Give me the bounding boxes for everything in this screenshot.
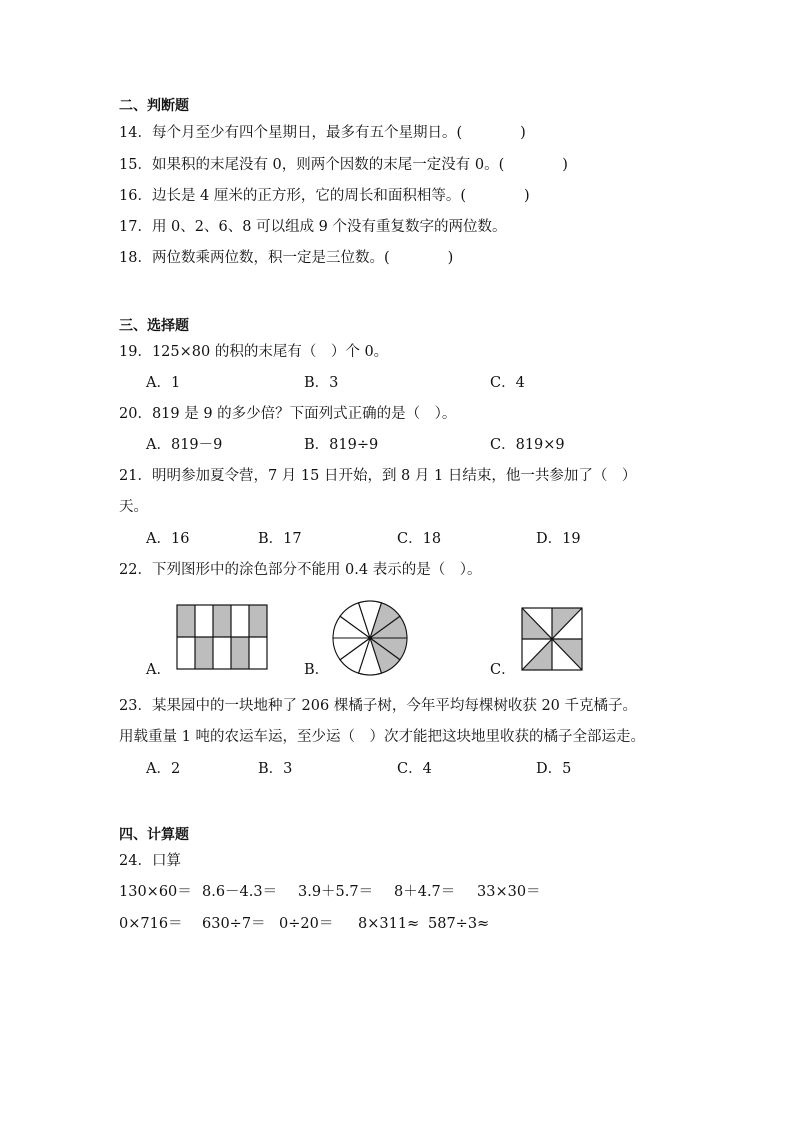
calc-3: 3.9＋5.7＝ xyxy=(298,884,374,900)
q19-option-c: C．4 xyxy=(490,375,525,391)
section-4-title: 四、计算题 xyxy=(119,827,189,843)
section-2-title: 二、判断题 xyxy=(119,98,189,114)
grid-cell-shaded xyxy=(195,637,213,669)
calc-1: 130×60＝ xyxy=(119,884,192,900)
q22-option-b: B． xyxy=(304,662,330,678)
grid-cell-shaded xyxy=(177,605,195,637)
figure-b-circle xyxy=(330,598,410,678)
question-21: 21．明明参加夏令营，7 月 15 日开始，到 8 月 1 日结束，他一共参加了（ ） xyxy=(119,468,637,484)
calc-2: 8.6－4.3＝ xyxy=(202,884,278,900)
q19-option-b: B．3 xyxy=(304,375,339,391)
q20-option-a: A．819－9 xyxy=(146,437,223,453)
calc-8: 0÷20＝ xyxy=(279,916,334,932)
calc-5: 33×30＝ xyxy=(477,884,541,900)
calc-9: 8×311≈ xyxy=(358,916,420,932)
q21-option-a: A．16 xyxy=(146,531,190,547)
question-14: 14．每个月至少有四个星期日，最多有五个星期日。( ) xyxy=(119,125,526,141)
grid-cell-shaded xyxy=(213,605,231,637)
figure-a-grid xyxy=(176,604,268,670)
q21-option-b: B．17 xyxy=(258,531,302,547)
q20-option-c: C．819×9 xyxy=(490,437,565,453)
calc-7: 630÷7＝ xyxy=(202,916,266,932)
q22-option-a: A． xyxy=(146,662,171,678)
section-3-title: 三、选择题 xyxy=(119,318,189,334)
question-23: 23．某果园中的一块地种了 206 棵橘子树，今年平均每棵树收获 20 千克橘子。 xyxy=(119,698,638,714)
q22-option-c: C． xyxy=(490,662,516,678)
q23-option-a: A．2 xyxy=(146,761,181,777)
question-15: 15．如果积的末尾没有 0，则两个因数的末尾一定没有 0。( ) xyxy=(119,157,568,173)
q21-option-d: D．19 xyxy=(536,531,581,547)
question-21-cont: 天。 xyxy=(119,499,148,515)
q23-option-b: B．3 xyxy=(258,761,293,777)
calc-4: 8＋4.7＝ xyxy=(394,884,456,900)
question-24: 24．口算 xyxy=(119,853,181,869)
question-19: 19．125×80 的积的末尾有（ ）个 0。 xyxy=(119,344,389,360)
q20-option-b: B．819÷9 xyxy=(304,437,379,453)
calc-6: 0×716＝ xyxy=(119,916,183,932)
q21-option-c: C．18 xyxy=(397,531,442,547)
calc-10: 587÷3≈ xyxy=(428,916,490,932)
q23-option-d: D．5 xyxy=(536,761,572,777)
question-16: 16．边长是 4 厘米的正方形，它的周长和面积相等。( ) xyxy=(119,188,530,204)
question-22: 22．下列图形中的涂色部分不能用 0.4 表示的是（ ）。 xyxy=(119,562,482,578)
q23-option-c: C．4 xyxy=(397,761,432,777)
question-17: 17．用 0、2、6、8 可以组成 9 个没有重复数字的两位数。 xyxy=(119,219,507,235)
q19-option-a: A．1 xyxy=(146,375,181,391)
grid-cell-shaded xyxy=(231,637,249,669)
grid-cell-shaded xyxy=(249,605,267,637)
figure-c-square xyxy=(520,606,584,672)
question-18: 18．两位数乘两位数，积一定是三位数。( ) xyxy=(119,250,454,266)
question-20: 20．819 是 9 的多少倍？下面列式正确的是（ ）。 xyxy=(119,406,457,422)
question-23-cont: 用载重量 1 吨的农运车运，至少运（ ）次才能把这块地里收获的橘子全部运走。 xyxy=(119,729,645,745)
